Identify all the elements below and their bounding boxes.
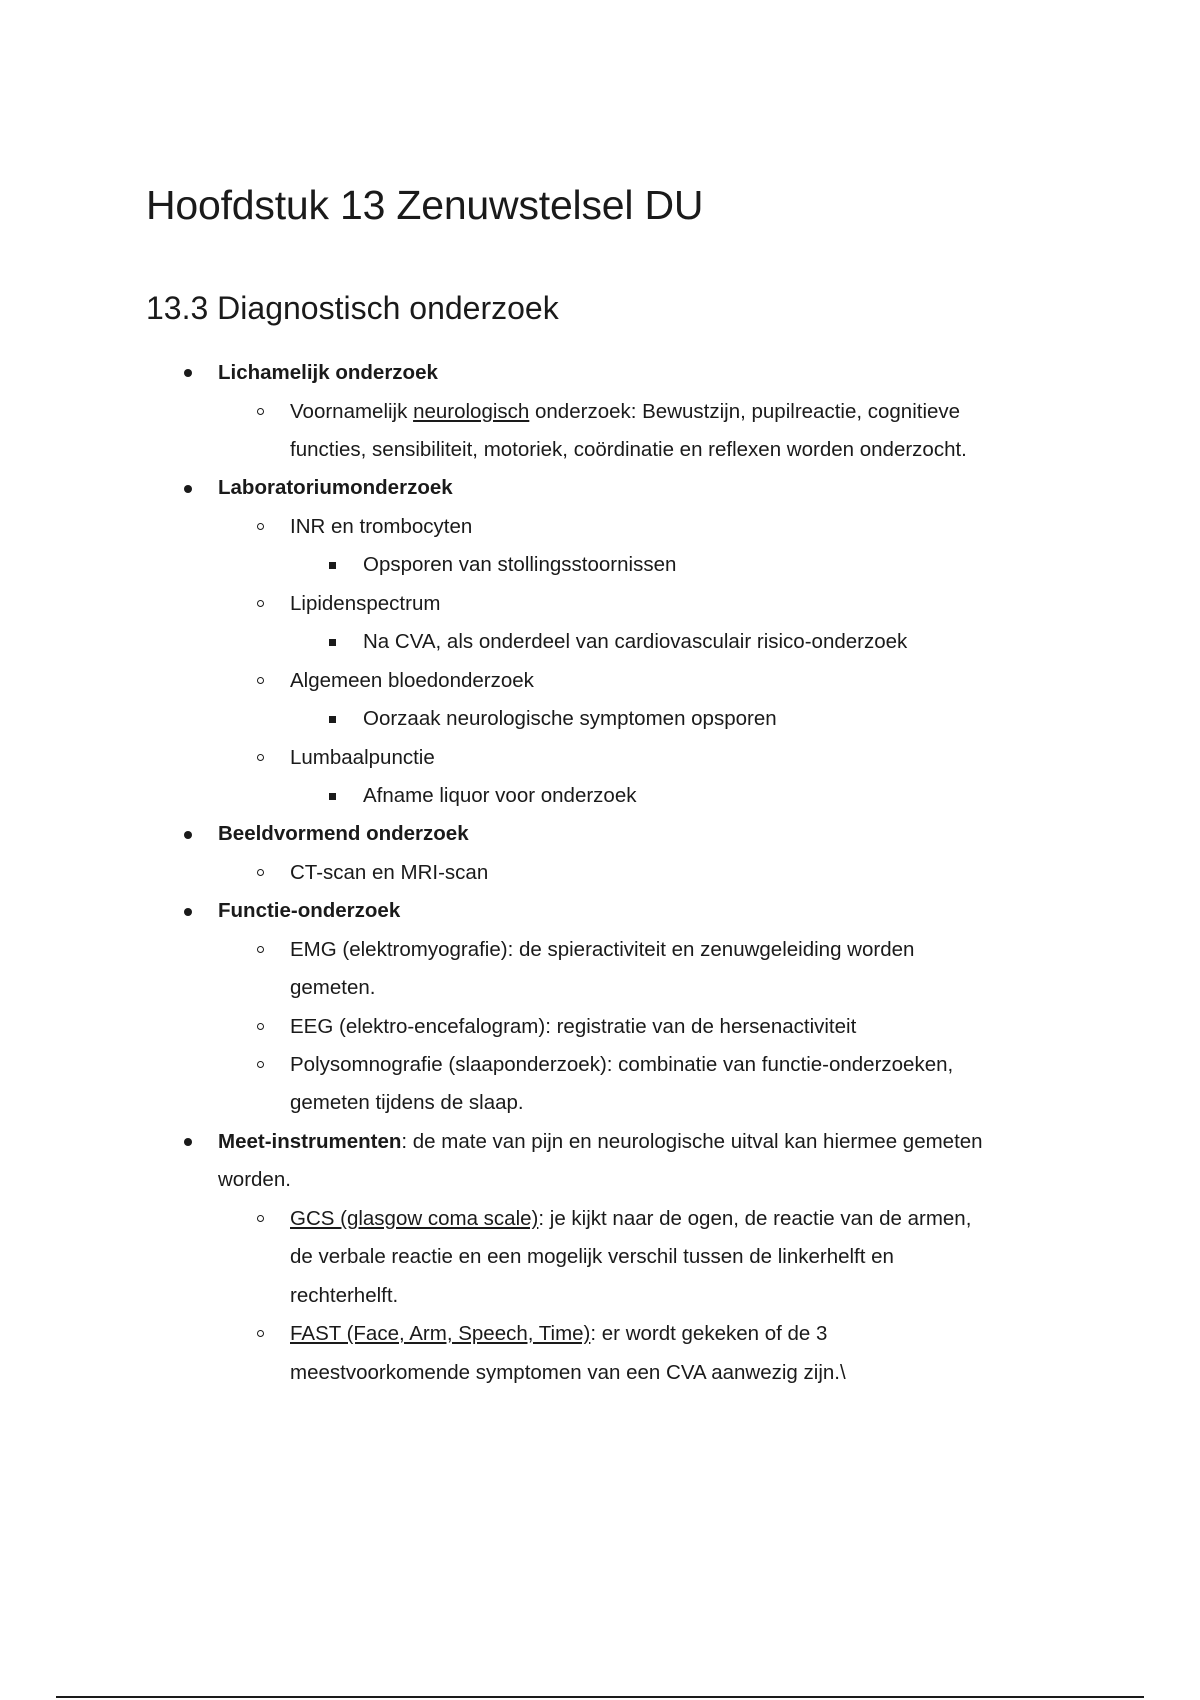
list-item-continuation: meestvoorkomende symptomen van een CVA aanwezig zijn.\ [290,1361,846,1384]
list-item [290,1315,827,1353]
bullet-dot [184,369,192,377]
list-item: INR en trombocyten [290,515,473,538]
list-item: Lipidenspectrum [290,592,441,615]
bullet-circle [257,869,264,876]
list-item: EMG (elektromyografie): de spieractiviteit en zenuwgeleiding worden [290,938,915,961]
item-beeldvormend: Beeldvormend onderzoek [218,822,469,845]
bullet-square [329,562,336,569]
list-item-continuation: de verbale reactie en een mogelijk verschil tussen de linkerhelft en [290,1245,894,1268]
list-item-continuation: gemeten. [290,976,376,999]
bullet-dot [184,1138,192,1146]
bullet-square [329,716,336,723]
text: Voornamelijk [290,400,414,423]
list-item-continuation: rechterhelft. [290,1284,399,1307]
bullet-circle [257,1330,264,1337]
bullet-square [329,639,336,646]
list-item: CT-scan en MRI-scan [290,861,489,884]
link-gcs[interactable]: GCS (glasgow coma scale) [290,1207,539,1230]
bullet-circle [257,754,264,761]
list-item-continuation: gemeten tijdens de slaap. [290,1091,524,1114]
list-item: Afname liquor voor onderzoek [363,784,637,807]
text: : je kijkt naar de ogen, de reactie van de armen, [538,1207,972,1230]
list-item: Polysomnografie (slaaponderzoek): combinatie van functie-onderzoeken, [290,1053,954,1076]
text: onderzoek: Bewustzijn, pupilreactie, cognitieve [529,400,961,423]
list-item [290,1200,971,1238]
bullet-circle [257,677,264,684]
item-lichamelijk: Lichamelijk onderzoek [218,361,438,384]
list-item: Na CVA, als onderdeel van cardiovasculair risico-onderzoek [363,630,908,653]
link-fast[interactable]: FAST (Face, Arm, Speech, Time) [290,1322,591,1345]
text: : de mate van pijn en neurologische uitval kan hiermee gemeten [401,1130,983,1153]
bullet-dot [184,908,192,916]
list-item: Lumbaalpunctie [290,746,435,769]
list-item-continuation: worden. [218,1168,291,1191]
page-title: Hoofdstuk 13 Zenuwstelsel DU [146,182,704,228]
item-meet-label: Meet-instrumenten [218,1130,402,1153]
bullet-circle [257,523,264,530]
section-heading: 13.3 Diagnostisch onderzoek [146,290,559,326]
bullet-circle [257,1215,264,1222]
list-item-continuation: functies, sensibiliteit, motoriek, coördinatie en reflexen worden onderzocht. [290,438,967,461]
list-item [290,393,960,431]
bullet-circle [257,946,264,953]
bullet-circle [257,1023,264,1030]
link-neurologisch[interactable]: neurologisch [413,400,530,423]
bullet-circle [257,408,264,415]
page-divider [56,1696,1144,1698]
item-laboratorium: Laboratoriumonderzoek [218,476,453,499]
bullet-dot [184,485,192,493]
bullet-circle [257,1061,264,1068]
list-item: Opsporen van stollingsstoornissen [363,553,677,576]
bullet-dot [184,831,192,839]
list-item: EEG (elektro-encefalogram): registratie van de hersenactiviteit [290,1015,857,1038]
item-functie: Functie-onderzoek [218,899,401,922]
list-item: Algemeen bloedonderzoek [290,669,534,692]
list-item: Oorzaak neurologische symptomen opsporen [363,707,777,730]
item-meet [218,1123,983,1161]
bullet-square [329,793,336,800]
bullet-circle [257,600,264,607]
text: : er wordt gekeken of de 3 [590,1322,828,1345]
